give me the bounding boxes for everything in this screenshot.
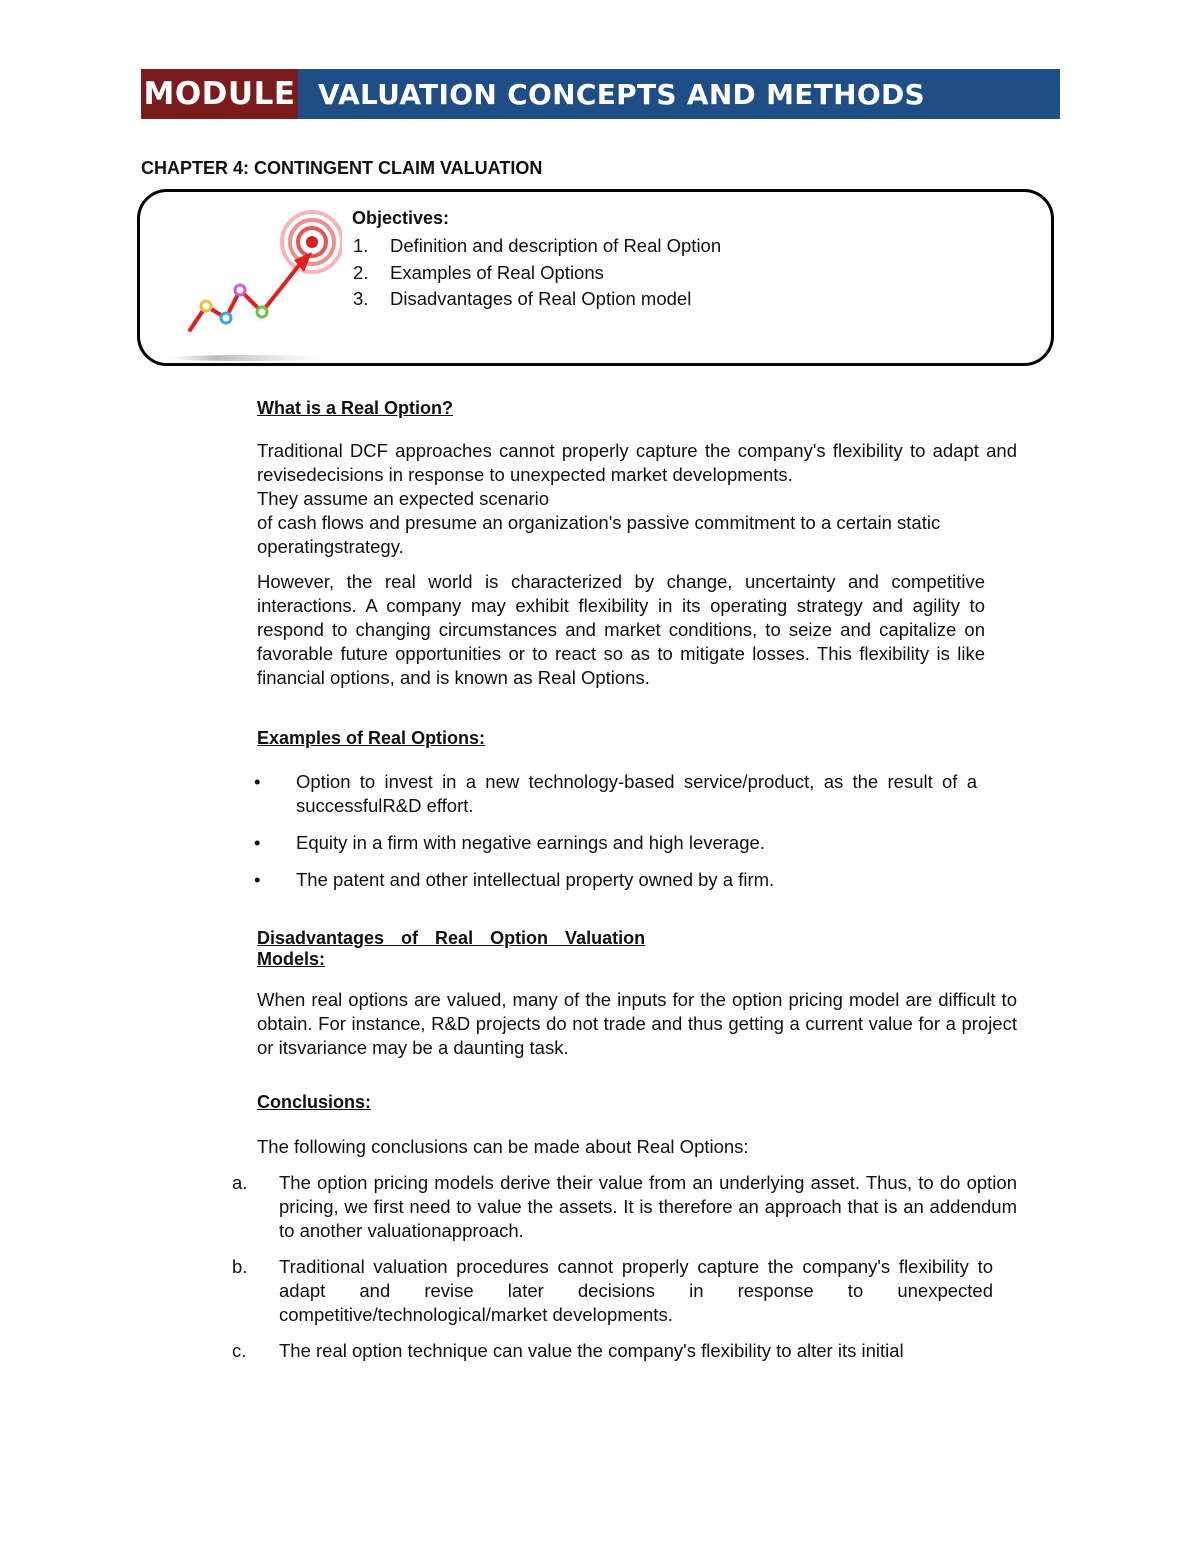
objective-text: Examples of Real Options: [390, 261, 604, 283]
section-heading-examples: Examples of Real Options:: [257, 728, 486, 748]
objectives-box: [137, 189, 1054, 366]
list-item: [254, 770, 977, 818]
chapter-title: CHAPTER 4: CONTINGENT CLAIM VALUATION: [141, 158, 543, 178]
objectives-list: [352, 233, 721, 313]
section-heading-what-is: What is a Real Option?: [257, 398, 454, 418]
list-letter: a.: [232, 1172, 248, 1193]
list-item: [254, 868, 977, 892]
module-tag: MODULE: [141, 69, 298, 119]
conclusion-text: The real option technique can value the company's flexibility to alter its initial: [279, 1340, 904, 1361]
list-letter: c.: [232, 1340, 247, 1361]
list-item: [231, 1255, 1017, 1327]
objective-item: [352, 260, 721, 287]
conclusions-intro: The following conclusions can be made about Real Options:: [257, 1136, 749, 1157]
module-banner: [141, 69, 1060, 119]
examples-list: [254, 770, 977, 892]
objective-item: [352, 233, 721, 260]
objective-text: Disadvantages of Real Option model: [390, 288, 692, 309]
conclusion-text: The option pricing models derive their value from an underlying asset. Thus, to do option pricing, we first need to value the assets. It is therefore an approach that is an addendum to another valuationapproach.: [279, 1172, 1017, 1241]
section-heading-conclusions: Conclusions:: [257, 1092, 372, 1112]
conclusions-list: [231, 1171, 1017, 1363]
what-is-paragraph-1c: of cash flows and presume an organization's passive commitment to a certain static operatingstrategy.: [257, 512, 941, 557]
list-item: [231, 1339, 1017, 1363]
what-is-paragraph-1b: They assume an expected scenario: [257, 488, 550, 509]
objective-number: 3.: [353, 288, 369, 309]
objective-text: Definition and description of Real Option: [390, 235, 722, 256]
objective-number: 2.: [353, 261, 369, 283]
example-text: Option to invest in a new technology-based service/product, as the result of a successfulR&D effort.: [296, 771, 977, 816]
objectives-content: [352, 208, 721, 313]
bullet-icon: •: [254, 832, 261, 853]
section-heading-disadvantages-line2: Models:: [257, 949, 326, 969]
what-is-paragraph-2: However, the real world is characterized by change, uncertainty and competitive interactions. A company may exhibit flexibility in its operating strategy and agility to respond to changing circumstances and market conditions, to seize and capitalize on favorable future opportunities or to react so as to mitigate losses. This flexibility is like financial options, and is known as Real Options.: [257, 571, 985, 688]
example-text: The patent and other intellectual property owned by a firm.: [296, 869, 775, 890]
module-title: VALUATION CONCEPTS AND METHODS: [318, 77, 925, 111]
conclusion-text: Traditional valuation procedures cannot properly capture the company's flexibility to adapt and revise later decisions in response to unexpected competitive/technological/market developments.: [279, 1256, 993, 1325]
list-item: [231, 1171, 1017, 1243]
bullet-icon: •: [254, 771, 261, 792]
objective-item: [352, 286, 721, 313]
disadvantages-paragraph: When real options are valued, many of the inputs for the option pricing model are difficult to obtain. For instance, R&D projects do not trade and thus getting a current value for a project or itsvariance may be a daunting task.: [257, 989, 1017, 1058]
bullet-icon: •: [254, 869, 261, 890]
target-growth-chart-icon: [162, 202, 342, 367]
example-text: Equity in a firm with negative earnings and high leverage.: [296, 832, 765, 853]
section-heading-disadvantages-line1: Disadvantages of Real Option Valuation: [257, 928, 646, 948]
main-content: [232, 398, 1017, 1363]
what-is-paragraph-1a: Traditional DCF approaches cannot properly capture the company's flexibility to adapt and revisedecisions in response to unexpected market developments.: [257, 440, 1017, 485]
list-letter: b.: [232, 1256, 248, 1277]
objective-number: 1.: [353, 235, 369, 256]
list-item: [254, 831, 977, 855]
objectives-heading: Objectives:: [352, 208, 450, 228]
